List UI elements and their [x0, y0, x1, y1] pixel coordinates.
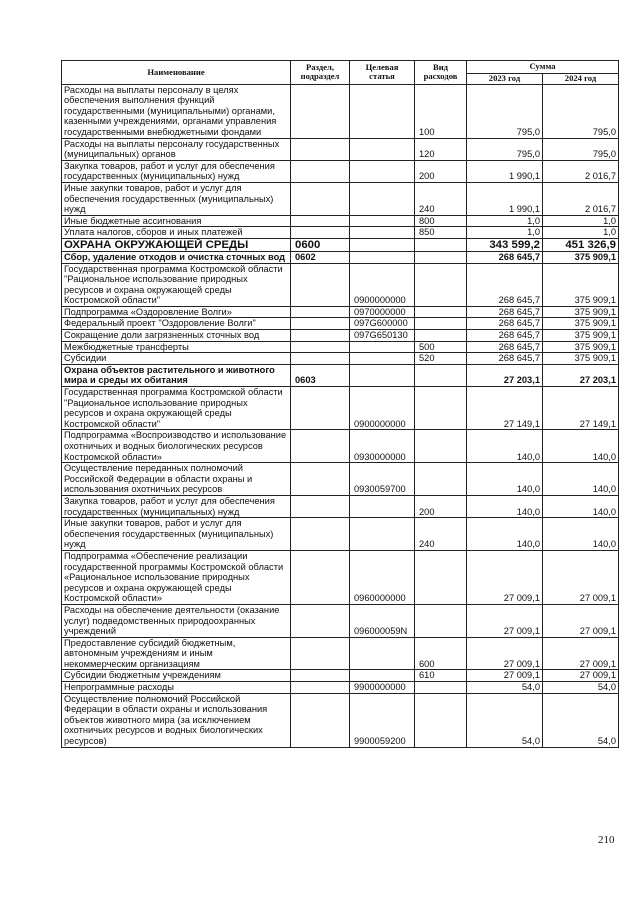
row-sum-2023: 140,0	[467, 463, 543, 496]
row-name: Предоставление субсидий бюджетным, автономным учреждениям и иным некоммерческим организациям	[62, 637, 291, 670]
table-row	[62, 693, 619, 747]
header-year-2024: 2024 год	[543, 74, 619, 85]
row-section	[291, 182, 350, 215]
row-sum-2024: 1,0	[543, 215, 619, 227]
row-sum-2023: 54,0	[467, 682, 543, 694]
row-sum-2023: 27 009,1	[467, 604, 543, 637]
row-section: 0600	[291, 238, 350, 251]
row-sum-2023: 140,0	[467, 495, 543, 517]
row-name: Межбюджетные трансферты	[62, 341, 291, 353]
row-target: 096000059N	[350, 604, 415, 637]
row-section	[291, 495, 350, 517]
row-expense-type: 200	[415, 160, 467, 182]
row-expense-type: 240	[415, 182, 467, 215]
row-sum-2024: 375 909,1	[543, 306, 619, 318]
table-row	[62, 330, 619, 342]
table-row	[62, 604, 619, 637]
row-expense-type: 100	[415, 84, 467, 138]
row-target	[350, 341, 415, 353]
row-sum-2024: 140,0	[543, 518, 619, 551]
row-name: Субсидии	[62, 353, 291, 365]
row-name: Субсидии бюджетным учреждениям	[62, 670, 291, 682]
table-row	[62, 430, 619, 463]
row-section	[291, 160, 350, 182]
row-section	[291, 550, 350, 604]
row-target	[350, 364, 415, 386]
row-name: Федеральный проект "Оздоровление Волги"	[62, 318, 291, 330]
row-name: Сокращение доли загрязненных сточных вод	[62, 330, 291, 342]
row-sum-2023: 268 645,7	[467, 306, 543, 318]
table-row	[62, 138, 619, 160]
row-expense-type	[415, 251, 467, 263]
row-sum-2024: 140,0	[543, 495, 619, 517]
row-sum-2024: 140,0	[543, 430, 619, 463]
row-name: Подпрограмма «Обеспечение реализации государственной программы Костромской области «Рациональное использование природных ресурсов и охрана окружающей среды Костромской области»	[62, 550, 291, 604]
row-sum-2023: 140,0	[467, 430, 543, 463]
row-expense-type	[415, 430, 467, 463]
row-name: Закупка товаров, работ и услуг для обеспечения государственных (муниципальных) нужд	[62, 495, 291, 517]
row-sum-2024: 375 909,1	[543, 263, 619, 306]
row-name: Иные закупки товаров, работ и услуг для обеспечения государственных (муниципальных) нужд	[62, 518, 291, 551]
table-row	[62, 341, 619, 353]
row-name: Осуществление полномочий Российской Федерации в области охраны и использования объектов животного мира (за исключением охотничьих ресурсов и водных биологических ресурсов)	[62, 693, 291, 747]
row-sum-2023: 268 645,7	[467, 251, 543, 263]
row-sum-2024: 27 009,1	[543, 670, 619, 682]
row-expense-type: 500	[415, 341, 467, 353]
row-expense-type	[415, 238, 467, 251]
row-sum-2024: 27 149,1	[543, 387, 619, 430]
row-name: ОХРАНА ОКРУЖАЮЩЕЙ СРЕДЫ	[62, 238, 291, 251]
row-expense-type	[415, 364, 467, 386]
row-target: 0930059700	[350, 463, 415, 496]
row-expense-type	[415, 263, 467, 306]
row-expense-type: 240	[415, 518, 467, 551]
row-target: 097G650130	[350, 330, 415, 342]
row-name: Расходы на выплаты персоналу в целях обеспечения выполнения функций государственными (муниципальными) органами, казенными учреждениями, органами управления государственными внебюджетными фондами	[62, 84, 291, 138]
row-expense-type	[415, 604, 467, 637]
row-sum-2023: 268 645,7	[467, 353, 543, 365]
row-name: Иные закупки товаров, работ и услуг для обеспечения государственных (муниципальных) нужд	[62, 182, 291, 215]
row-target	[350, 353, 415, 365]
row-target: 0930000000	[350, 430, 415, 463]
table-row	[62, 364, 619, 386]
table-row	[62, 251, 619, 263]
row-sum-2023: 1,0	[467, 215, 543, 227]
row-target: 0960000000	[350, 550, 415, 604]
table-row	[62, 637, 619, 670]
row-sum-2023: 795,0	[467, 138, 543, 160]
row-section	[291, 693, 350, 747]
table-row	[62, 387, 619, 430]
row-sum-2024: 2 016,7	[543, 160, 619, 182]
row-sum-2023: 54,0	[467, 693, 543, 747]
row-section	[291, 306, 350, 318]
row-target	[350, 182, 415, 215]
table-row	[62, 84, 619, 138]
row-section	[291, 430, 350, 463]
row-section	[291, 518, 350, 551]
row-section	[291, 353, 350, 365]
table-row	[62, 160, 619, 182]
header-year-2023: 2023 год	[467, 74, 543, 85]
row-name: Государственная программа Костромской области "Рациональное использование природных ресурсов и охрана окружающей среды Костромской области"	[62, 387, 291, 430]
row-sum-2023: 140,0	[467, 518, 543, 551]
row-section	[291, 84, 350, 138]
table-row	[62, 495, 619, 517]
row-section: 0602	[291, 251, 350, 263]
row-expense-type: 610	[415, 670, 467, 682]
row-section	[291, 215, 350, 227]
row-target	[350, 138, 415, 160]
row-target: 9900059200	[350, 693, 415, 747]
table-row	[62, 182, 619, 215]
row-expense-type: 850	[415, 227, 467, 239]
row-sum-2023: 1,0	[467, 227, 543, 239]
row-name: Непрограммные расходы	[62, 682, 291, 694]
row-name: Осуществление переданных полномочий Российской Федерации в области охраны и использования охотничьих ресурсов	[62, 463, 291, 496]
row-sum-2024: 2 016,7	[543, 182, 619, 215]
row-sum-2024: 795,0	[543, 84, 619, 138]
table-row	[62, 215, 619, 227]
row-expense-type	[415, 550, 467, 604]
row-sum-2023: 268 645,7	[467, 318, 543, 330]
table-row	[62, 353, 619, 365]
row-sum-2024: 375 909,1	[543, 330, 619, 342]
row-expense-type	[415, 306, 467, 318]
table-row	[62, 550, 619, 604]
row-sum-2023: 1 990,1	[467, 160, 543, 182]
row-section: 0603	[291, 364, 350, 386]
row-section	[291, 341, 350, 353]
row-sum-2024: 140,0	[543, 463, 619, 496]
row-expense-type: 120	[415, 138, 467, 160]
row-expense-type: 600	[415, 637, 467, 670]
row-sum-2024: 27 009,1	[543, 604, 619, 637]
table-row	[62, 306, 619, 318]
row-section	[291, 387, 350, 430]
row-target	[350, 251, 415, 263]
row-section	[291, 263, 350, 306]
row-section	[291, 227, 350, 239]
table-row	[62, 227, 619, 239]
table-row	[62, 263, 619, 306]
row-section	[291, 330, 350, 342]
header-sum: Сумма	[467, 61, 619, 74]
table-row	[62, 238, 619, 251]
table-body	[62, 84, 619, 747]
row-target	[350, 637, 415, 670]
row-sum-2023: 268 645,7	[467, 263, 543, 306]
table-row	[62, 318, 619, 330]
row-section	[291, 463, 350, 496]
row-sum-2024: 54,0	[543, 693, 619, 747]
row-section	[291, 604, 350, 637]
row-sum-2024: 795,0	[543, 138, 619, 160]
row-sum-2024: 451 326,9	[543, 238, 619, 251]
row-sum-2023: 343 599,2	[467, 238, 543, 251]
header-section: Раздел, подраздел	[291, 61, 350, 85]
row-target: 0900000000	[350, 387, 415, 430]
row-target	[350, 670, 415, 682]
row-name: Сбор, удаление отходов и очистка сточных вод	[62, 251, 291, 263]
row-section	[291, 138, 350, 160]
row-expense-type	[415, 463, 467, 496]
row-name: Расходы на обеспечение деятельности (оказание услуг) подведомственных природоохранных учреждений	[62, 604, 291, 637]
row-sum-2024: 375 909,1	[543, 318, 619, 330]
row-target	[350, 495, 415, 517]
row-name: Закупка товаров, работ и услуг для обеспечения государственных (муниципальных) нужд	[62, 160, 291, 182]
row-sum-2024: 1,0	[543, 227, 619, 239]
row-target: 0900000000	[350, 263, 415, 306]
row-target	[350, 160, 415, 182]
row-sum-2024: 375 909,1	[543, 341, 619, 353]
page-number: 210	[598, 834, 615, 846]
row-expense-type	[415, 387, 467, 430]
row-name: Уплата налогов, сборов и иных платежей	[62, 227, 291, 239]
row-section	[291, 318, 350, 330]
row-expense-type	[415, 693, 467, 747]
table-row	[62, 670, 619, 682]
table-row	[62, 463, 619, 496]
row-expense-type	[415, 318, 467, 330]
row-sum-2023: 27 009,1	[467, 670, 543, 682]
row-target: 0970000000	[350, 306, 415, 318]
row-target	[350, 518, 415, 551]
row-expense-type: 200	[415, 495, 467, 517]
row-expense-type	[415, 330, 467, 342]
row-sum-2024: 27 203,1	[543, 364, 619, 386]
row-target	[350, 238, 415, 251]
row-name: Подпрограмма «Воспроизводство и использование охотничьих и водных биологических ресурсов Костромской области»	[62, 430, 291, 463]
row-section	[291, 682, 350, 694]
row-sum-2023: 268 645,7	[467, 330, 543, 342]
row-target	[350, 215, 415, 227]
table-row	[62, 682, 619, 694]
row-target: 9900000000	[350, 682, 415, 694]
row-name: Государственная программа Костромской области "Рациональное использование природных ресурсов и охрана окружающей среды Костромской области"	[62, 263, 291, 306]
row-sum-2024: 27 009,1	[543, 637, 619, 670]
header-type: Вид расходов	[415, 61, 467, 85]
budget-table	[61, 60, 619, 748]
row-expense-type: 800	[415, 215, 467, 227]
budget-table-page	[61, 60, 618, 748]
row-sum-2023: 27 009,1	[467, 550, 543, 604]
row-sum-2023: 1 990,1	[467, 182, 543, 215]
row-sum-2023: 268 645,7	[467, 341, 543, 353]
row-expense-type	[415, 682, 467, 694]
table-row	[62, 518, 619, 551]
row-section	[291, 670, 350, 682]
row-name: Охрана объектов растительного и животного мира и среды их обитания	[62, 364, 291, 386]
row-sum-2024: 375 909,1	[543, 353, 619, 365]
row-sum-2023: 27 203,1	[467, 364, 543, 386]
row-section	[291, 637, 350, 670]
row-name: Иные бюджетные ассигнования	[62, 215, 291, 227]
row-target: 097G600000	[350, 318, 415, 330]
row-sum-2024: 27 009,1	[543, 550, 619, 604]
table-header	[62, 61, 619, 85]
header-target: Целевая статья	[350, 61, 415, 85]
row-expense-type: 520	[415, 353, 467, 365]
row-name: Расходы на выплаты персоналу государственных (муниципальных) органов	[62, 138, 291, 160]
header-name: Наименование	[62, 61, 291, 85]
row-name: Подпрограмма «Оздоровление Волги»	[62, 306, 291, 318]
row-sum-2023: 27 009,1	[467, 637, 543, 670]
row-sum-2024: 54,0	[543, 682, 619, 694]
row-sum-2024: 375 909,1	[543, 251, 619, 263]
row-target	[350, 84, 415, 138]
row-target	[350, 227, 415, 239]
row-sum-2023: 27 149,1	[467, 387, 543, 430]
row-sum-2023: 795,0	[467, 84, 543, 138]
